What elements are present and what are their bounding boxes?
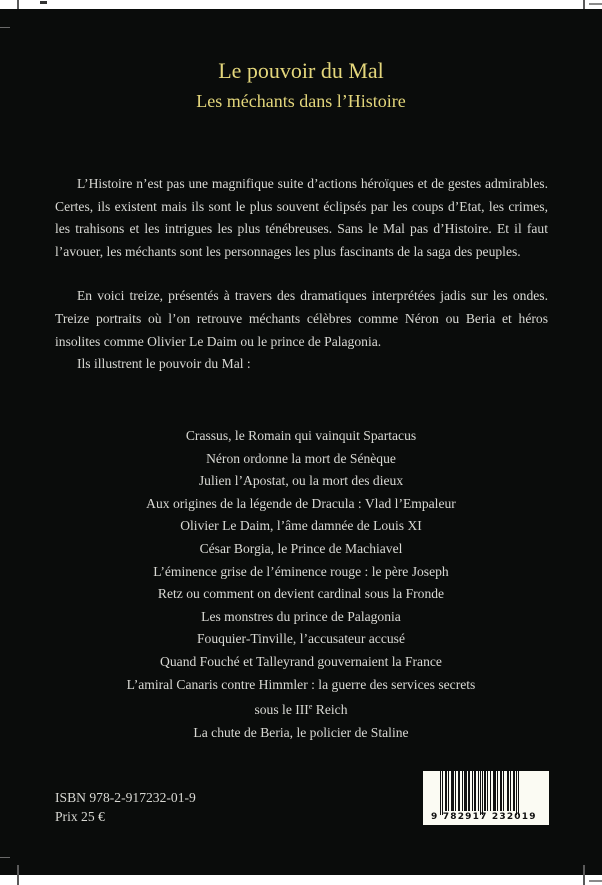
- chapter-title: Fouquier-Tinville, l’accusateur accusé: [197, 631, 405, 647]
- crop-mark-left-bottom-horizontal: [0, 857, 10, 858]
- isbn: ISBN 978-2-917232-01-9: [55, 790, 196, 805]
- crop-mark-bottom-right-horizontal: [589, 880, 602, 882]
- isbn-barcode: [423, 771, 549, 825]
- crop-mark-top-left-stub: [40, 1, 47, 4]
- blurb-paragraph-3: Ils illustrent le pouvoir du Mal :: [77, 356, 251, 372]
- barcode-digits: 9 782917 232019: [431, 812, 537, 822]
- crop-mark-left-top-horizontal: [0, 27, 10, 28]
- chapter-title: Crassus, le Romain qui vainquit Spartacus: [185, 428, 417, 443]
- blurb-paragraph-2: En voici treize, présentés à travers des dramatiques interprétées jadis sur les ondes. Treize portraits où l’on retrouve méchants célèbres comme Néron ou Beria et héros insolites comme Olivier Le Daim ou le prince de Palagonia.: [55, 288, 548, 349]
- chapter-title: Quand Fouché et Talleyrand gouvernaient la France: [160, 653, 442, 669]
- crop-mark-bottom-left-vertical: [17, 865, 19, 885]
- chapter-title: Aux origines de la légende de Dracula : Vlad l’Empaleur: [146, 495, 456, 511]
- chapter-title: César Borgia, le Prince de Machiavel: [199, 540, 403, 556]
- chapter-title: Les monstres du prince de Palagonia: [201, 608, 401, 624]
- chapter-title: La chute de Beria, le policier de Staline: [193, 724, 409, 740]
- chapter-title: L’amiral Canaris contre Himmler : la guerre des services secrets: [126, 676, 476, 692]
- publication-info: [55, 788, 196, 826]
- blurb-paragraph-1: L’Histoire n’est pas une magnifique suite d’actions héroïques et de gestes admirables. Certes, ils existent mais ils sont le plus souvent éclipsés par les coups d’Etat, les crimes, les trahisons et les intrigues les plus ténébreuses. Sans le Mal pas d’Histoire. Et il faut l’avouer, les méchants sont les personnages les plus fascinants de la saga des peuples.: [55, 176, 548, 259]
- price: Prix 25 €: [55, 809, 105, 824]
- chapter-title: L’éminence grise de l’éminence rouge : le père Joseph: [153, 563, 449, 579]
- blurb: [55, 173, 548, 376]
- chapter-titles-list: [0, 425, 602, 744]
- title-block: [0, 57, 602, 114]
- crop-mark-top-right-horizontal: [589, 3, 602, 5]
- chapter-title-continuation: sous le IIIe Reich: [254, 702, 348, 718]
- book-title: Le pouvoir du Mal: [218, 58, 384, 83]
- crop-mark-bottom-right-vertical: [583, 865, 585, 885]
- chapter-title: Retz ou comment on devient cardinal sous la Fronde: [157, 586, 445, 602]
- barcode-bars: [440, 771, 540, 815]
- chapter-title: Julien l’Apostat, ou la mort des dieux: [198, 473, 404, 489]
- chapter-title: Néron ordonne la mort de Sénèque: [206, 450, 396, 466]
- book-subtitle: Les méchants dans l’Histoire: [196, 91, 406, 111]
- chapter-title: Olivier Le Daim, l’âme damnée de Louis XI: [180, 518, 422, 534]
